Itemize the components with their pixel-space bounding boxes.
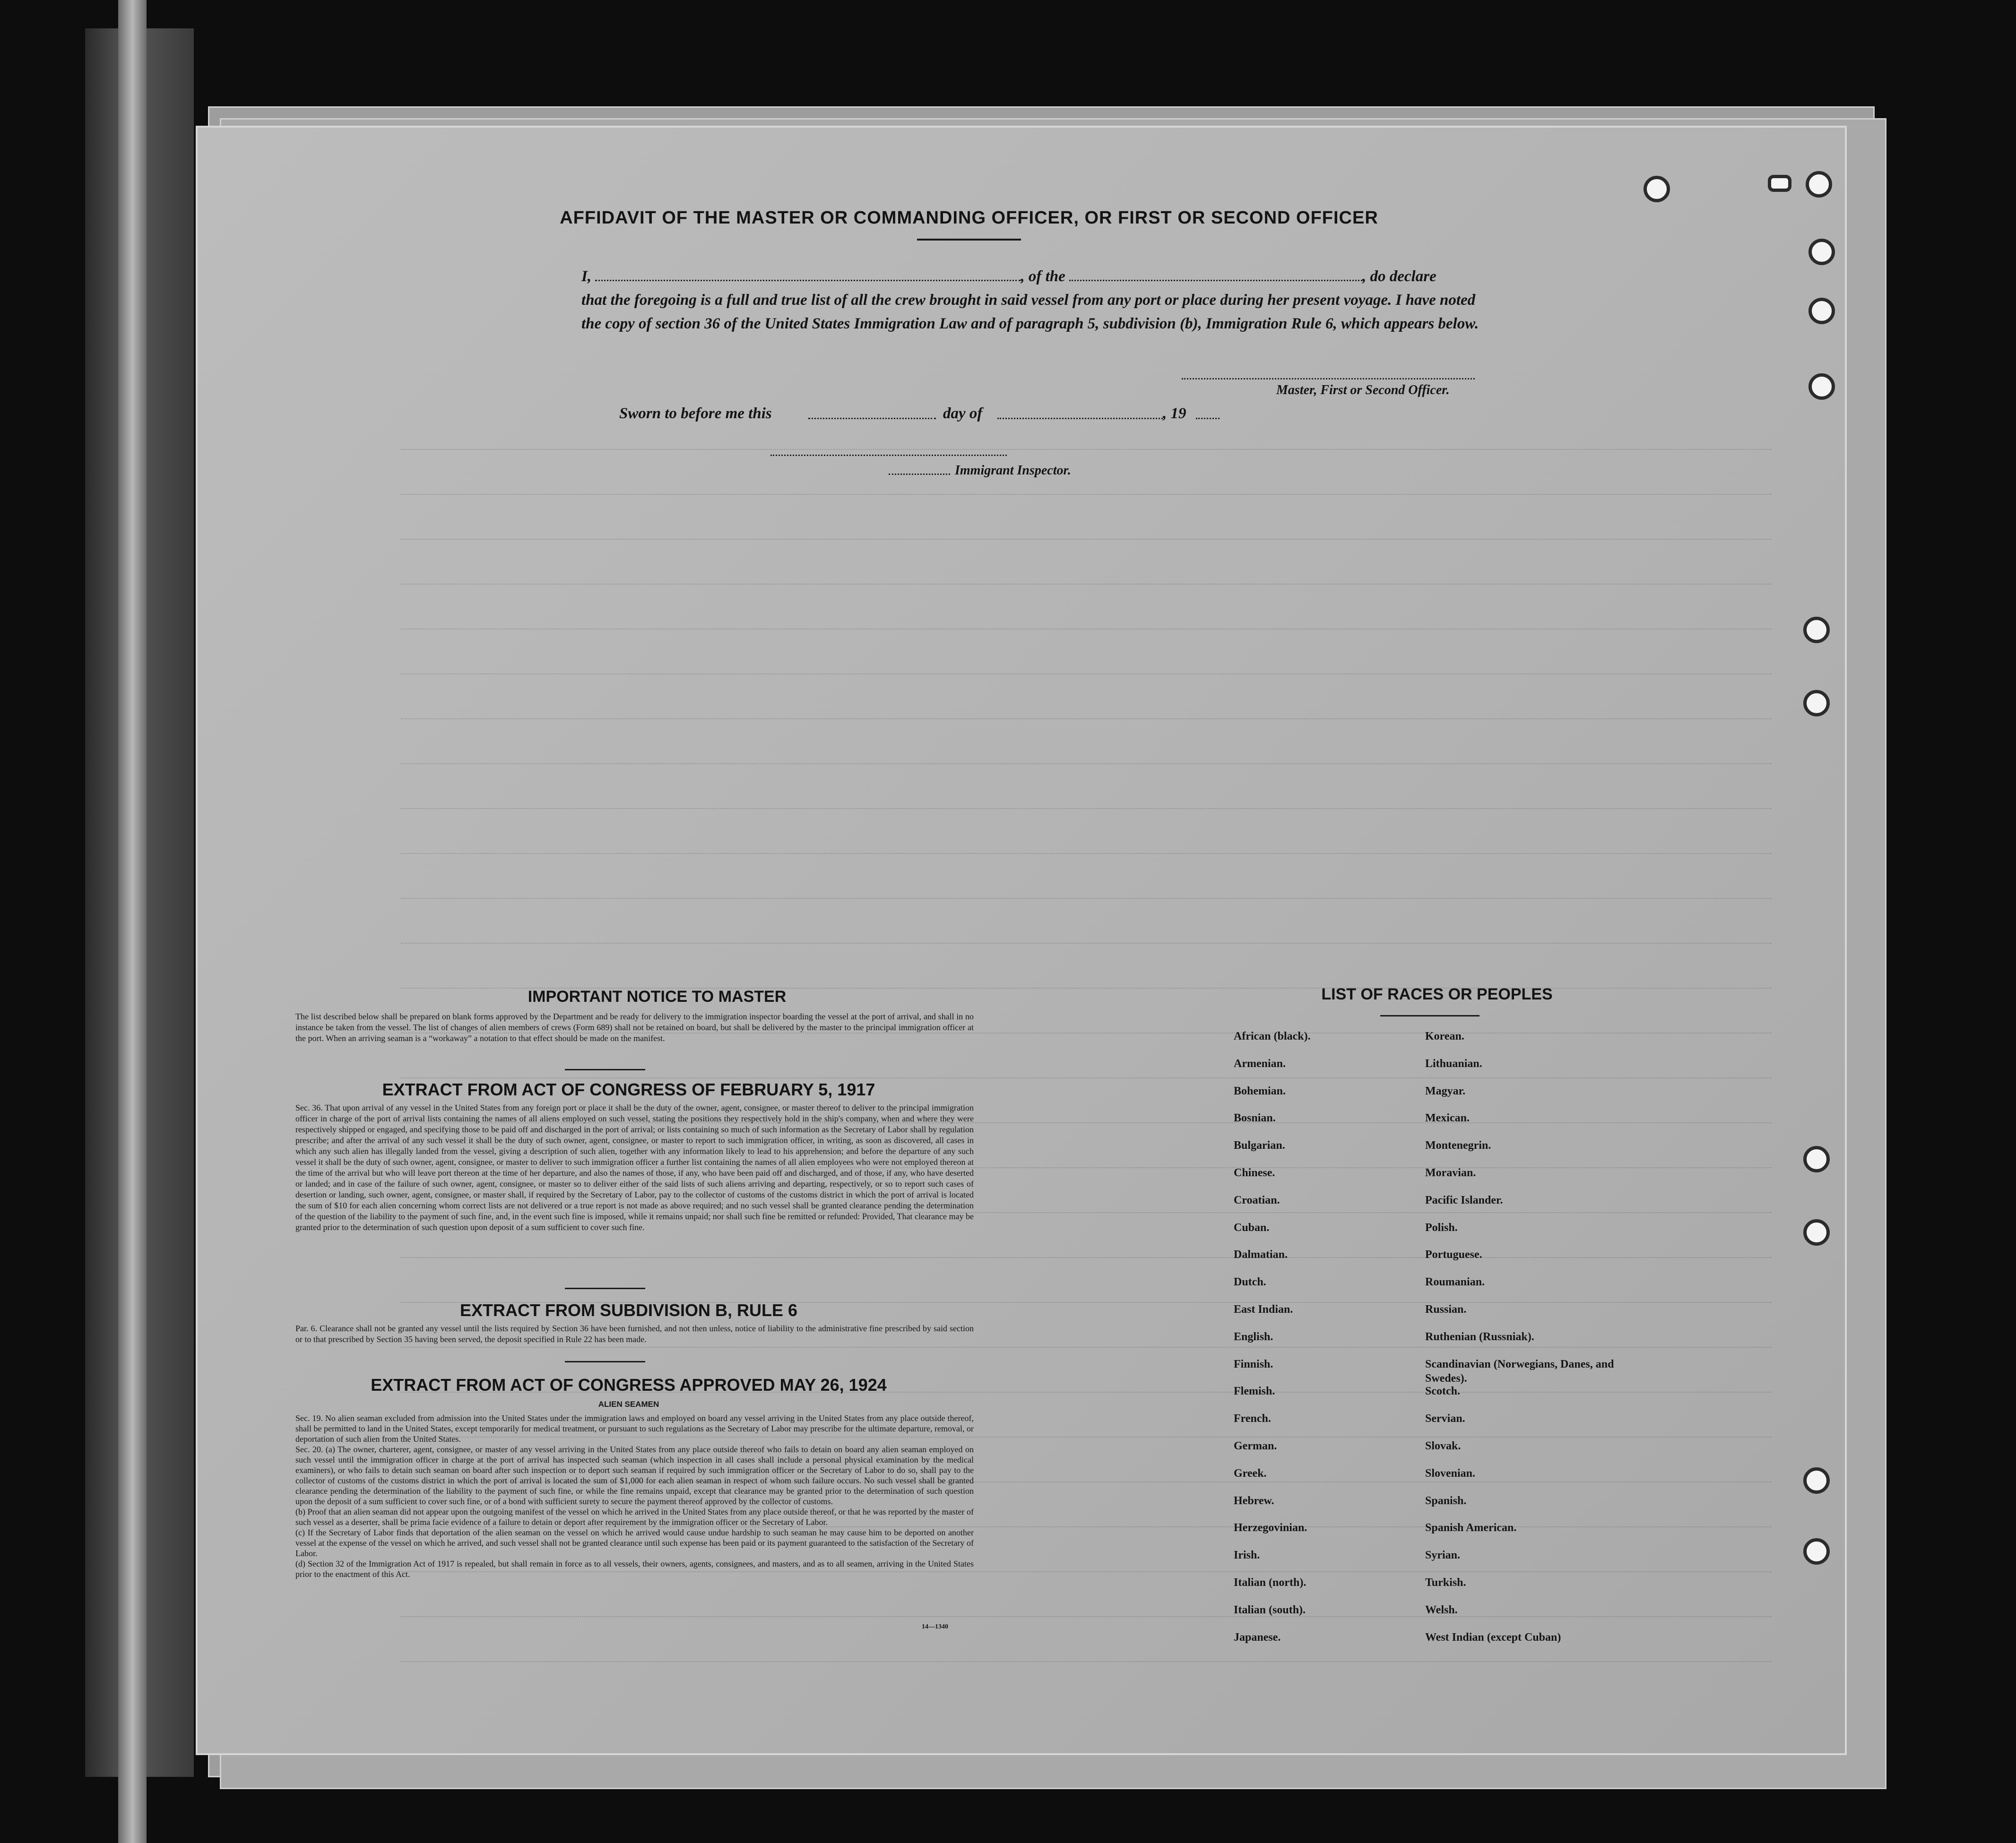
race-item: Bohemian. [1234,1085,1286,1097]
races-right-column [1425,1029,1624,1657]
punch-hole [1803,1146,1830,1172]
extract-1924-text [295,1413,974,1579]
punch-hole [1808,298,1835,324]
race-item: Greek. [1234,1467,1267,1480]
punch-hole [1803,1219,1830,1246]
master-signature-line[interactable] [1182,378,1475,379]
race-item: West Indian (except Cuban) [1425,1631,1561,1644]
affidavit-body: that the foregoing is a full and true list of all the crew brought in said vessel from any port or place during her present voyage. I have noted the copy of section 36 of the United States Immigration Law and of paragraph 5, subdivision (b), Immigration Rule 6, which appears below. [581,292,1479,332]
show-through-row [401,1661,1772,1674]
sworn-year: , 19 [1163,405,1186,422]
master-label: Master, First or Second Officer. [1276,383,1450,397]
race-item: Welsh. [1425,1603,1458,1616]
show-through-row [401,539,1772,552]
extract-1917-heading: EXTRACT FROM ACT OF CONGRESS OF FEBRUARY 5, 1917 [382,1080,875,1099]
sworn-prefix: Sworn to before me this [619,405,772,422]
sec-20c: (c) If the Secretary of Labor finds that deportation of the alien seaman on the vessel on which he arrived would cause undue hardship to such seaman he may cause him to be deported on another vessel at the expense of the vessel on which he arrived, and such vessel shall not be granted clearance until such expense has been paid or its payment guaranteed to the satisfaction of the Secretary of Labor. [295,1528,974,1558]
race-item: Flemish. [1234,1385,1275,1398]
vessel-blank[interactable] [1069,280,1362,281]
race-item: Bosnian. [1234,1112,1276,1125]
punch-hole [1803,617,1830,643]
race-item: Hebrew. [1234,1494,1274,1507]
show-through-row [401,808,1772,821]
punch-hole [1803,1467,1830,1494]
race-item: Polish. [1425,1221,1458,1234]
inspector-label: Immigrant Inspector. [955,463,1071,478]
race-item: Italian (north). [1234,1576,1307,1589]
race-item: Magyar. [1425,1085,1466,1097]
notice-heading: IMPORTANT NOTICE TO MASTER [528,988,787,1006]
show-through-row [401,629,1772,642]
extract-1917-text: Sec. 36. That upon arrival of any vessel in the United States from any foreign port or place it shall be the duty of the owner, agent, consignee, or master thereof to deliver to the principal immigration officer in charge of the port of arrival lists containing the names of all aliens employed on such vessel, stating the positions they respectively hold in the ship's company, when and where they were respectively shipped or engaged, and specifying those to be paid off and discharged in the port of arrival; or lists containing so much of such information as the Secretary of Labor shall by regulation prescribe; and after the arrival of any such vessel it shall be the duty of such owner, agent, consignee, or master to report to such immigration officer, in writing, as soon as discovered, all cases in which any such alien has illegally landed from the vessel, giving a description of such alien, together with any information likely to lead to his apprehension; and before the departure of any such vessel it shall be the duty of such owner, agent, consignee, or master to deliver to such immigration officer a further list containing the names of all alien employees who were not employed thereon at the time of the arrival but who will leave port thereon at the time of her departure, and also the names of those, if any, who have been paid off and discharged, and of those, if any, who have deserted or landed; and in case of the failure of such owner, agent, consignee, or master so to deliver either of the said lists of such aliens arriving and departing, respectively, or so to report such cases of desertion or landing, such owner, agent, consignee, or master shall, if required by the Secretary of Labor, pay to the collector of customs of the customs district in which the port of arrival is located the sum of $10 for each alien concerning whom correct lists are not delivered or a true report is not made as above required; and no such vessel shall be granted clearance pending the determination of the question of the liability to the payment of such fine, and, in the event such fine is imposed, while it remains unpaid; nor shall such fine be remitted or refunded: Provided, That clearance may be granted prior to the determination of such question upon deposit of a sum sufficient to cover such fine. [295,1103,974,1232]
race-item: Dutch. [1234,1276,1266,1289]
race-item: Dalmatian. [1234,1249,1288,1261]
race-item: Moravian. [1425,1166,1476,1179]
punch-hole [1644,176,1670,202]
punch-hole [1808,373,1835,400]
sworn-year-blank[interactable] [1196,418,1220,419]
race-item: Chinese. [1234,1166,1275,1179]
race-item: Herzegovinian. [1234,1522,1307,1534]
race-item: Armenian. [1234,1057,1286,1070]
name-blank[interactable] [595,280,1021,281]
show-through-row [401,673,1772,687]
race-item: Montenegrin. [1425,1139,1491,1152]
race-item: German. [1234,1439,1277,1452]
race-item: Italian (south). [1234,1603,1306,1616]
race-item: Russian. [1425,1303,1467,1316]
affidavit-text [581,265,1494,336]
punch-hole [1803,690,1830,716]
show-through-row [401,718,1772,732]
sworn-month-blank[interactable] [997,418,1163,419]
show-through-row [401,943,1772,956]
affidavit-of-the: , of the [1021,268,1065,285]
race-item: Finnish. [1234,1358,1273,1370]
affidavit-i: I, [581,268,592,285]
alien-seamen-subheading: ALIEN SEAMEN [598,1400,659,1409]
race-item: Scandinavian (Norwegians, Danes, and Swedes). [1425,1358,1614,1385]
race-item: Slovenian. [1425,1467,1476,1480]
sec-19: Sec. 19. No alien seaman excluded from admission into the United States under the immigration laws and employed on board any vessel arriving in the United States from any place outside thereof, shall be permitted to land in the United States, except temporarily for medical treatment, or pursuant to such regulations as the Secretary of Labor may prescribe for the ultimate departure, removal, or deportation of such alien from the United States. [295,1413,974,1444]
races-heading: LIST OF RACES OR PEOPLES [1321,985,1553,1003]
sec-20a: Sec. 20. (a) The owner, charterer, agent, consignee, or master of any vessel arriving in the United States from any place outside thereof who fails to detain on board any alien seaman employed on such vessel until the immigration officer in charge at the port of arrival has inspected such seaman (which inspection in all cases shall include a personal physical examination by the medical examiners), or who fails to detain such seaman on board after such inspection or to deport such seaman if required by such immigration officer or the Secretary of Labor to do so, shall pay to the collector of customs of the customs district in which the port of arrival is located the sum of $1,000 for each alien seaman in respect of whom such failure occurs. No such vessel shall be granted clearance pending the determination of the liability to the payment of such fine, or while the fine remains unpaid, except that clearance may be granted prior to the determination of such question upon the deposit of a sum sufficient to cover such fine, or of a bond with sufficient surety to secure the payment thereof approved by the collector of customs. [295,1445,974,1506]
affidavit-do-declare: , do declare [1362,268,1436,285]
punch-hole [1806,171,1832,198]
title-underline [917,239,1021,241]
race-item: Roumanian. [1425,1276,1485,1289]
show-through-row [401,898,1772,911]
form-number: 14—1340 [922,1623,948,1630]
divider [565,1288,645,1289]
sworn-day-of: day of [943,405,983,422]
affidavit-title: AFFIDAVIT OF THE MASTER OR COMMANDING OFFICER, OR FIRST OR SECOND OFFICER [560,208,1378,228]
race-item: Slovak. [1425,1439,1461,1452]
show-through-row [401,763,1772,776]
inspector-prefix-line [889,474,950,475]
binder-strip [118,0,147,1843]
race-item: Scotch. [1425,1385,1460,1398]
race-item: Cuban. [1234,1221,1270,1234]
divider [565,1361,645,1362]
sworn-day-blank[interactable] [808,418,936,419]
race-item: Mexican. [1425,1112,1470,1125]
race-item: Turkish. [1425,1576,1466,1589]
race-item: Ruthenian (Russniak). [1425,1330,1534,1343]
race-item: Lithuanian. [1425,1057,1482,1070]
show-through-row [401,853,1772,866]
race-item: Korean. [1425,1030,1464,1042]
race-item: Croatian. [1234,1194,1280,1206]
show-through-row [401,449,1772,462]
notice-text: The list described below shall be prepared on blank forms approved by the Department and be ready for delivery to the immigration inspector boarding the vessel at the port of arrival, and shall in no instance be taken from the vessel. The list of changes of alien members of crews (Form 689) shall not be retained on board, but shall be delivered by the master to the principal immigration officer at the port. When an arriving seaman is a “workaway” a notation to that effect should be made on the manifest. [295,1012,974,1043]
inspector-signature-line[interactable] [770,455,1007,456]
race-item: Bulgarian. [1234,1139,1285,1152]
extract-1924-heading: EXTRACT FROM ACT OF CONGRESS APPROVED MAY 26, 1924 [371,1375,887,1395]
race-item: Syrian. [1425,1549,1461,1562]
punch-hole [1803,1538,1830,1565]
extract-rule6-text: Par. 6. Clearance shall not be granted any vessel until the lists required by Section 36 have been furnished, and not then unless, notice of liability to the administrative fine prescribed by said section or to that prescribed by Section 35 having been served, the deposit specified in Rule 22 has been made. [295,1324,974,1344]
show-through-row [401,584,1772,597]
race-item: English. [1234,1330,1273,1343]
race-item: Spanish American. [1425,1522,1517,1534]
race-item: Irish. [1234,1549,1260,1562]
extract-rule6-heading: EXTRACT FROM SUBDIVISION B, RULE 6 [459,1300,798,1320]
race-item: Portuguese. [1425,1249,1482,1261]
race-item: African (black). [1234,1030,1311,1042]
race-item: Spanish. [1425,1494,1467,1507]
punch-hole [1808,239,1835,265]
race-item: East Indian. [1234,1303,1293,1316]
races-left-column [1234,1029,1385,1657]
race-item: Servian. [1425,1412,1465,1425]
sec-20d: (d) Section 32 of the Immigration Act of 1917 is repealed, but shall remain in force as to all vessels, their owners, agents, consignees, and masters, and as to all seamen, arriving in the United States prior to the enactment of this Act. [295,1559,974,1579]
race-item: French. [1234,1412,1271,1425]
divider [565,1069,645,1070]
show-through-row [401,494,1772,507]
race-item: Japanese. [1234,1631,1281,1644]
punch-hole [1768,175,1791,192]
sec-20b: (b) Proof that an alien seaman did not appear upon the outgoing manifest of the vessel on which he arrived in the United States from any place outside thereof, or that he was reported by the master of such vessel as a deserter, shall be prima facie evidence of a failure to detain or deport after requirement by the immigration officer or the Secretary of Labor. [295,1507,974,1527]
races-underline [1380,1015,1480,1016]
race-item: Pacific Islander. [1425,1194,1503,1206]
